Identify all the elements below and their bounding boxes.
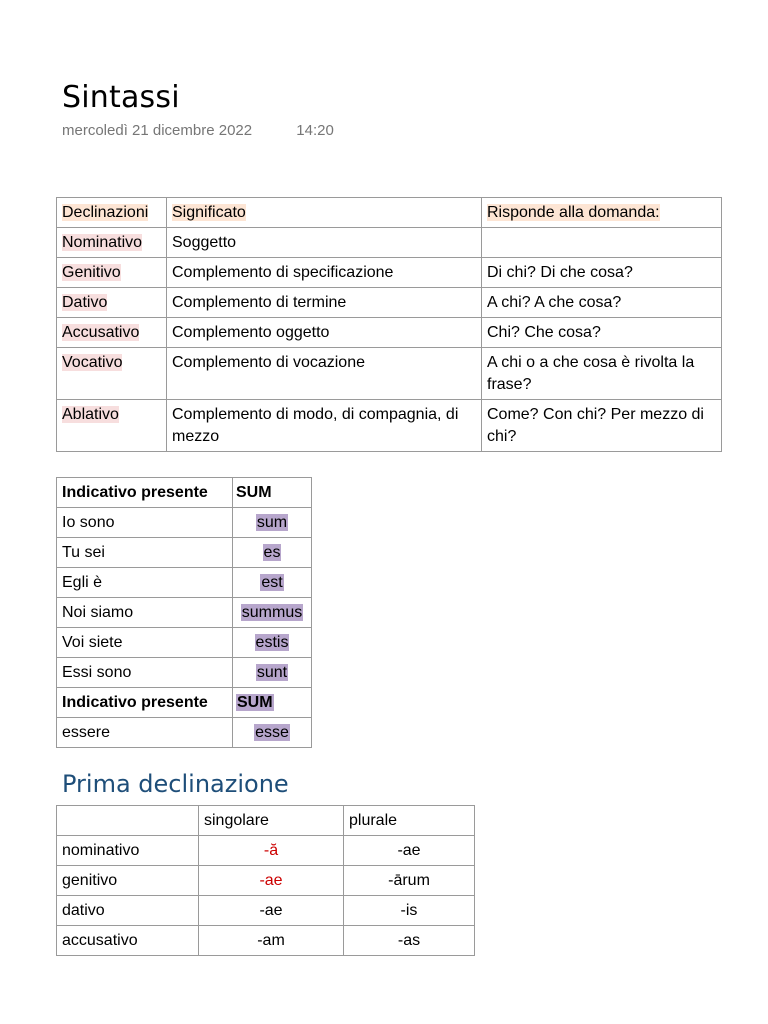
- table-header-cell: Declinazioni: [57, 198, 167, 228]
- case-cell: Vocativo: [57, 348, 167, 400]
- question-cell: Come? Con chi? Per mezzo di chi?: [482, 400, 722, 452]
- latin-form-cell: sunt: [233, 658, 312, 688]
- table-row: [57, 926, 475, 956]
- latin-form-cell: estis: [233, 628, 312, 658]
- table-row: [57, 538, 312, 568]
- page-title: Sintassi: [62, 80, 180, 115]
- italian-form-cell: Voi siete: [57, 628, 233, 658]
- meaning-cell: Complemento di vocazione: [167, 348, 482, 400]
- meaning-cell: Complemento di modo, di compagnia, di mezzo: [167, 400, 482, 452]
- singular-ending-cell: -ae: [199, 866, 344, 896]
- latin-form-cell: est: [233, 568, 312, 598]
- meaning-cell: Complemento di specificazione: [167, 258, 482, 288]
- question-cell: [482, 228, 722, 258]
- case-cell: nominativo: [57, 836, 199, 866]
- latin-form-cell: sum: [233, 508, 312, 538]
- table-row: [57, 866, 475, 896]
- meaning-cell: Soggetto: [167, 228, 482, 258]
- plural-ending-cell: -is: [344, 896, 475, 926]
- table-header-cell: singolare: [199, 806, 344, 836]
- case-cell: Nominativo: [57, 228, 167, 258]
- plural-ending-cell: -ārum: [344, 866, 475, 896]
- table-header-cell: Significato: [167, 198, 482, 228]
- table-header-row: [57, 688, 312, 718]
- table-header-cell: [57, 806, 199, 836]
- sum-conjugation-table: [56, 477, 312, 748]
- table-row: [57, 318, 722, 348]
- table-row: [57, 658, 312, 688]
- plural-ending-cell: -as: [344, 926, 475, 956]
- question-cell: Chi? Che cosa?: [482, 318, 722, 348]
- table-header-cell: plurale: [344, 806, 475, 836]
- singular-ending-cell: -am: [199, 926, 344, 956]
- table-row: [57, 568, 312, 598]
- italian-form-cell: Noi siamo: [57, 598, 233, 628]
- case-cell: dativo: [57, 896, 199, 926]
- singular-ending-cell: -ă: [199, 836, 344, 866]
- table-row: [57, 228, 722, 258]
- table-header-row: [57, 478, 312, 508]
- table-row: [57, 836, 475, 866]
- table-row: [57, 598, 312, 628]
- question-cell: A chi o a che cosa è rivolta la frase?: [482, 348, 722, 400]
- first-declension-table: [56, 805, 475, 956]
- table-header-row: [57, 806, 475, 836]
- section-heading: Prima declinazione: [62, 770, 289, 798]
- table-header-cell: Indicativo presente: [57, 688, 233, 718]
- table-row: [57, 400, 722, 452]
- table-header-cell: Risponde alla domanda:: [482, 198, 722, 228]
- table-header-row: [57, 198, 722, 228]
- table-row: [57, 348, 722, 400]
- table-row: [57, 508, 312, 538]
- italian-form-cell: Io sono: [57, 508, 233, 538]
- table-row: [57, 718, 312, 748]
- italian-form-cell: Tu sei: [57, 538, 233, 568]
- latin-form-cell: esse: [233, 718, 312, 748]
- page-meta: [62, 122, 334, 139]
- meaning-cell: Complemento di termine: [167, 288, 482, 318]
- singular-ending-cell: -ae: [199, 896, 344, 926]
- page-time: 14:20: [296, 122, 334, 139]
- table-row: [57, 896, 475, 926]
- page-date: mercoledì 21 dicembre 2022: [62, 122, 253, 139]
- italian-form-cell: Egli è: [57, 568, 233, 598]
- table-row: [57, 288, 722, 318]
- latin-form-cell: summus: [233, 598, 312, 628]
- case-cell: Dativo: [57, 288, 167, 318]
- plural-ending-cell: -ae: [344, 836, 475, 866]
- case-cell: Genitivo: [57, 258, 167, 288]
- question-cell: Di chi? Di che cosa?: [482, 258, 722, 288]
- table-row: [57, 258, 722, 288]
- case-cell: genitivo: [57, 866, 199, 896]
- table-header-cell: SUM: [233, 478, 312, 508]
- italian-form-cell: Essi sono: [57, 658, 233, 688]
- question-cell: A chi? A che cosa?: [482, 288, 722, 318]
- table-header-cell: SUM: [233, 688, 312, 718]
- table-header-cell: Indicativo presente: [57, 478, 233, 508]
- case-cell: Ablativo: [57, 400, 167, 452]
- meaning-cell: Complemento oggetto: [167, 318, 482, 348]
- case-cell: Accusativo: [57, 318, 167, 348]
- declinations-table: [56, 197, 722, 452]
- table-row: [57, 628, 312, 658]
- case-cell: accusativo: [57, 926, 199, 956]
- latin-form-cell: es: [233, 538, 312, 568]
- italian-form-cell: essere: [57, 718, 233, 748]
